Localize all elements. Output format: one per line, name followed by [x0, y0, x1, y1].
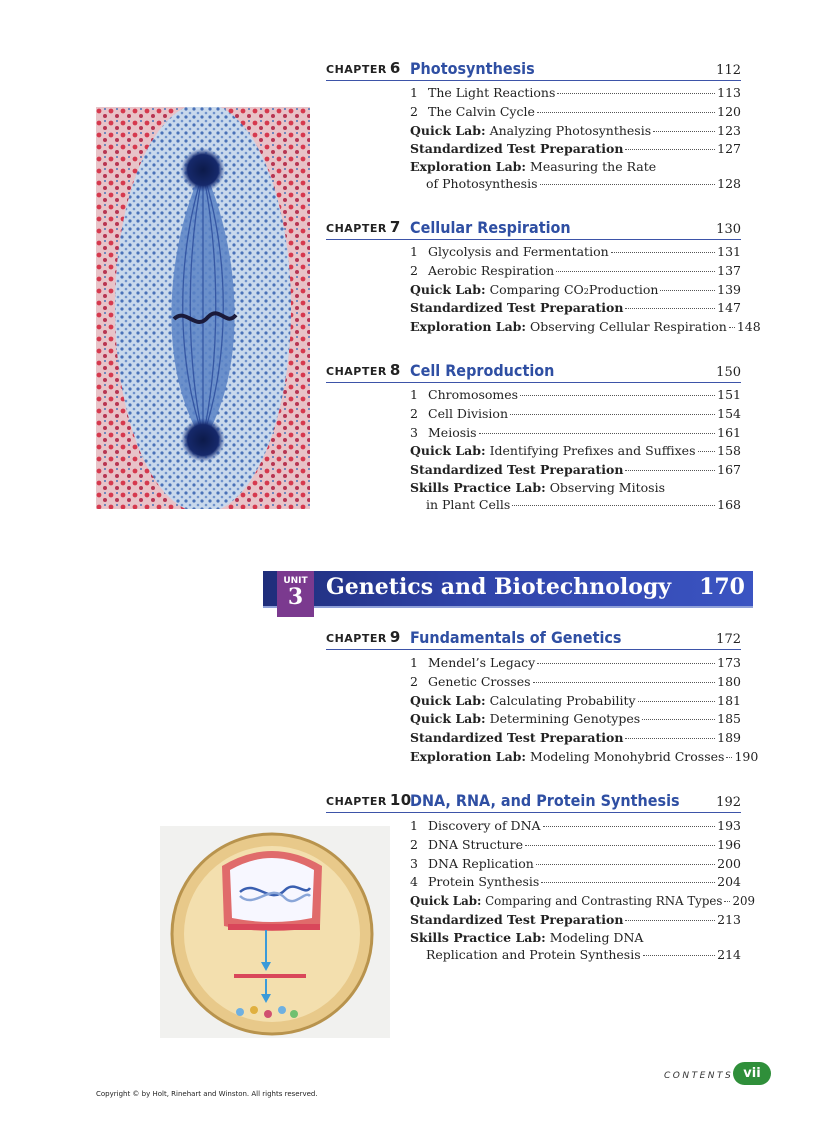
toc-entry[interactable]: 3 DNA Replication 200	[410, 855, 741, 871]
chapter-title[interactable]: Photosynthesis	[410, 59, 535, 78]
chapter-6-entries	[410, 84, 741, 192]
unit-page-number: 170	[699, 574, 745, 600]
toc-entry[interactable]: 1 Chromosomes 151	[410, 387, 741, 402]
chapter-label: CHAPTER 9	[326, 628, 401, 646]
toc-entry[interactable]: 1 Discovery of DNA 193	[410, 818, 741, 833]
chapter-9-entries	[410, 654, 759, 767]
chapter-9-header	[326, 627, 741, 650]
copyright-notice: Copyright © by Holt, Rinehart and Winston. All rights reserved.	[96, 1090, 318, 1098]
unit-label: UNIT	[283, 576, 308, 586]
toc-entry[interactable]: Exploration Lab: Observing Cellular Respiration 148	[410, 319, 761, 335]
unit-badge	[277, 571, 314, 617]
chapter-7-entries	[410, 243, 761, 337]
toc-entry[interactable]: Standardized Test Preparation 147	[410, 300, 741, 316]
toc-entry[interactable]: 2 Aerobic Respiration 137	[410, 262, 741, 278]
toc-entry[interactable]: Standardized Test Preparation 167	[410, 462, 741, 478]
toc-entry[interactable]: Exploration Lab: Modeling Monohybrid Crosses 190	[410, 748, 759, 764]
toc-entry[interactable]: Quick Lab: Calculating Probability 181	[410, 692, 741, 708]
toc-entry[interactable]: Quick Lab: Comparing CO 2 Production 139	[410, 281, 741, 297]
chapter-8-entries	[410, 386, 741, 513]
chapter-page-number: 150	[716, 365, 741, 380]
mitosis-micrograph-image	[96, 107, 310, 509]
chapter-8-header	[326, 360, 741, 383]
chapter-label: CHAPTER 8	[326, 361, 401, 379]
toc-entry[interactable]: Skills Practice Lab: Observing Mitosis in Plant Cells 168	[410, 479, 741, 512]
chapter-page-number: 192	[716, 795, 741, 810]
chapter-title[interactable]: DNA, RNA, and Protein Synthesis	[410, 791, 680, 810]
chapter-page-number: 172	[716, 632, 741, 647]
toc-entry[interactable]: Quick Lab: Analyzing Photosynthesis 123	[410, 122, 741, 138]
cell-nucleus-illustration	[160, 826, 390, 1038]
toc-entry[interactable]: 1 Mendel’s Legacy 173	[410, 655, 741, 670]
toc-entry[interactable]: 2 Cell Division 154	[410, 405, 741, 421]
unit-title[interactable]: Genetics and Biotechnology	[326, 574, 672, 600]
toc-entry[interactable]: Quick Lab: Identifying Prefixes and Suffixes 158	[410, 443, 741, 459]
chapter-label: CHAPTER 7	[326, 218, 401, 236]
chapter-label: CHAPTER 10	[326, 791, 412, 809]
chapter-10-entries	[410, 817, 755, 963]
contents-label: CONTENTS	[664, 1071, 734, 1081]
chapter-page-number: 112	[716, 63, 741, 78]
unit-number: 3	[287, 584, 304, 610]
chapter-title[interactable]: Cell Reproduction	[410, 361, 555, 380]
toc-entry[interactable]: 2 DNA Structure 196	[410, 836, 741, 852]
chapter-6-header	[326, 58, 741, 81]
page-number-badge: vii	[733, 1062, 771, 1085]
toc-entry[interactable]: 3 Meiosis 161	[410, 424, 741, 440]
toc-entry[interactable]: 1 The Light Reactions 113	[410, 85, 741, 100]
chapter-page-number: 130	[716, 222, 741, 237]
toc-entry[interactable]: Exploration Lab: Measuring the Rate of Photosynthesis 128	[410, 159, 741, 192]
chapter-title[interactable]: Fundamentals of Genetics	[410, 628, 622, 647]
toc-entry[interactable]: Quick Lab: Comparing and Contrasting RNA Types 209	[410, 894, 755, 909]
toc-entry[interactable]: 4 Protein Synthesis 204	[410, 874, 741, 890]
chapter-title[interactable]: Cellular Respiration	[410, 218, 571, 237]
toc-entry[interactable]: Quick Lab: Determining Genotypes 185	[410, 711, 741, 727]
toc-entry[interactable]: 2 The Calvin Cycle 120	[410, 103, 741, 119]
unit-banner-underline	[263, 606, 753, 608]
chapter-7-header	[326, 217, 741, 240]
chapter-label: CHAPTER 6	[326, 59, 401, 77]
toc-entry[interactable]: 1 Glycolysis and Fermentation 131	[410, 244, 741, 259]
chapter-10-header	[326, 790, 741, 813]
toc-entry[interactable]: Standardized Test Preparation 189	[410, 730, 741, 746]
toc-entry[interactable]: Standardized Test Preparation 127	[410, 141, 741, 157]
toc-entry[interactable]: 2 Genetic Crosses 180	[410, 673, 741, 689]
toc-entry[interactable]: Skills Practice Lab: Modeling DNA Replication and Protein Synthesis 214	[410, 929, 741, 962]
toc-entry[interactable]: Standardized Test Preparation 213	[410, 911, 741, 927]
